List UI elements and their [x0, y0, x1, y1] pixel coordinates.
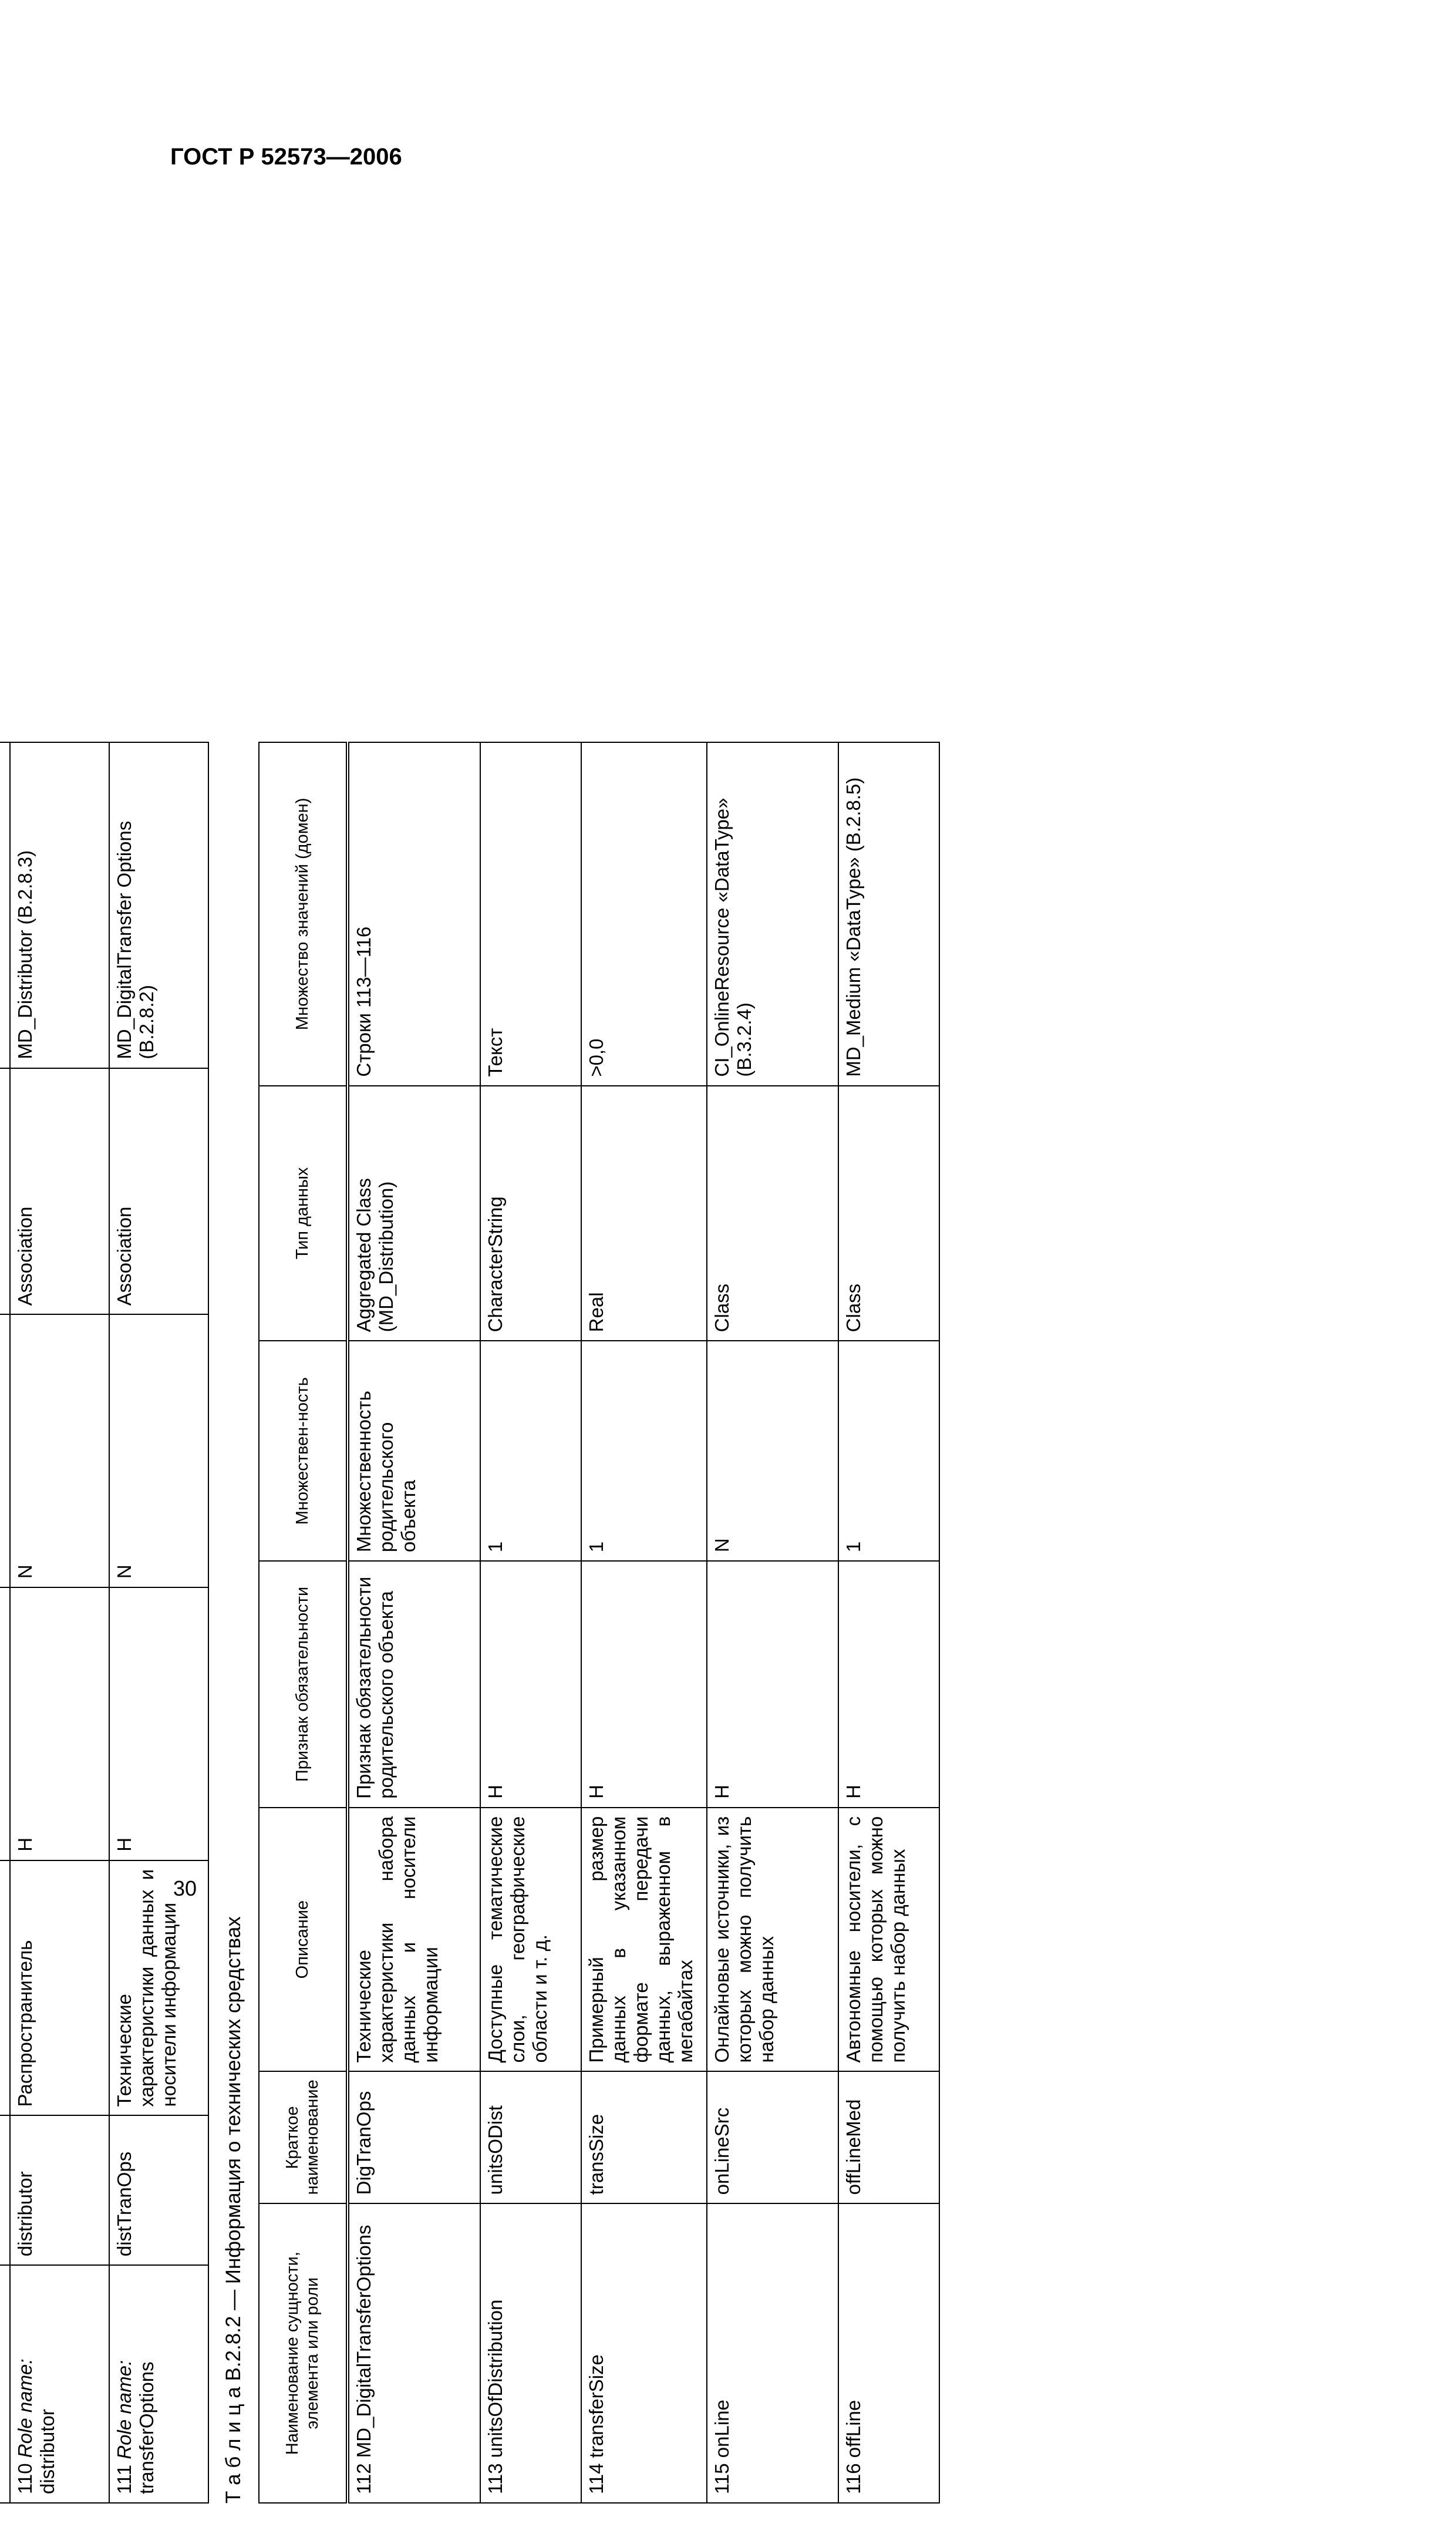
- data-type-cell: Real: [581, 1086, 707, 1341]
- table2-header-cell: Описание: [259, 1808, 348, 2072]
- multiplicity-cell: N: [10, 1314, 109, 1587]
- obligation-cell: Н: [10, 1587, 109, 1860]
- data-type-cell: Association: [109, 1068, 208, 1315]
- table2-header-cell: Множество значений (домен): [259, 742, 348, 1086]
- table-row: [109, 742, 208, 2503]
- obligation-cell: Н: [707, 1561, 838, 1808]
- domain-cell: [0, 742, 10, 1068]
- description-cell: Технические характеристики набора данных и носители информации: [348, 1808, 480, 2072]
- description-cell: Онлайновые источники, из которых можно получить набор данных: [707, 1808, 838, 2072]
- short-name-cell: offLineMed: [838, 2072, 939, 2204]
- short-name-cell: [0, 2115, 10, 2265]
- entity-name-cell: 113 unitsOfDistribution: [480, 2203, 581, 2503]
- table-row: [348, 742, 480, 2503]
- obligation-cell: [0, 1587, 10, 1860]
- table-row: [10, 742, 109, 2503]
- table-row: [707, 742, 838, 2503]
- domain-cell: MD_Medium «DataType» (B.2.8.5): [838, 742, 939, 1086]
- table-technical-means: [258, 742, 940, 2504]
- obligation-cell: Н: [838, 1561, 939, 1808]
- table-row: [480, 742, 581, 2503]
- description-cell: [0, 1860, 10, 2116]
- obligation-cell: Н: [581, 1561, 707, 1808]
- description-cell: Примерный размер данных в указанном формате передачи данных, выраженном в мегабайтах: [581, 1808, 707, 2072]
- short-name-cell: DigTranOps: [348, 2072, 480, 2204]
- row-number: 110: [14, 2463, 36, 2494]
- obligation-cell: Н: [480, 1561, 581, 1808]
- multiplicity-cell: 1: [581, 1341, 707, 1561]
- table-general-info: [0, 742, 209, 2504]
- page-number: 30: [173, 1876, 197, 1900]
- data-type-cell: Class: [707, 1086, 838, 1341]
- short-name-cell: distributor: [10, 2115, 109, 2265]
- entity-name-cell: [10, 2265, 109, 2503]
- document-header: ГОСТ Р 52573—2006: [170, 144, 402, 170]
- table2-header-cell: Признак обязательности: [259, 1561, 348, 1808]
- multiplicity-cell: [0, 1314, 10, 1587]
- description-cell: Технические характеристики данных и носители информации: [109, 1860, 208, 2116]
- data-type-cell: Aggregated Class (MD_Distribution): [348, 1086, 480, 1341]
- entity-name-cell: 116 offLine: [838, 2203, 939, 2503]
- obligation-cell: Признак обязательности родительского объекта: [348, 1561, 480, 1808]
- entity-name: transferOptions: [135, 2361, 157, 2494]
- data-type-cell: Class: [838, 1086, 939, 1341]
- table-row: [838, 742, 939, 2503]
- entity-name: distributor: [36, 2409, 58, 2494]
- table-row: [0, 742, 10, 2503]
- entity-name-cell: [0, 2265, 10, 2503]
- table2-caption: Т а б л и ц а В.2.8.2 — Информация о технических средствах: [222, 1916, 245, 2504]
- domain-cell: MD_Distributor (B.2.8.3): [10, 742, 109, 1068]
- multiplicity-cell: Множественность родительского объекта: [348, 1341, 480, 1561]
- row-number: 111: [113, 2464, 135, 2494]
- multiplicity-cell: 1: [838, 1341, 939, 1561]
- data-type-cell: Association: [10, 1068, 109, 1315]
- entity-name-cell: 112 MD_DigitalTransferOptions: [348, 2203, 480, 2503]
- table2-header-cell: Наименование сущности, элемента или роли: [259, 2203, 348, 2503]
- domain-cell: CI_OnlineResource «DataType» (B.3.2.4): [707, 742, 838, 1086]
- description-cell: Автономные носители, с помощью которых можно получить набор данных: [838, 1808, 939, 2072]
- table2-header-row: [259, 742, 348, 2503]
- short-name-cell: unitsODist: [480, 2072, 581, 2204]
- short-name-cell: transSize: [581, 2072, 707, 2204]
- entity-name-cell: [109, 2265, 208, 2503]
- obligation-cell: Н: [109, 1587, 208, 1860]
- role-name-prefix: Role name:: [113, 2360, 135, 2459]
- multiplicity-cell: N: [707, 1341, 838, 1561]
- short-name-cell: distTranOps: [109, 2115, 208, 2265]
- domain-cell: MD_DigitalTransfer Options (B.2.8.2): [109, 742, 208, 1068]
- data-type-cell: [0, 1068, 10, 1315]
- table2-header-cell: Множествен-ность: [259, 1341, 348, 1561]
- entity-name-cell: 115 onLine: [707, 2203, 838, 2503]
- table-row: [581, 742, 707, 2503]
- domain-cell: Строки 113—116: [348, 742, 480, 1086]
- domain-cell: Текст: [480, 742, 581, 1086]
- description-cell: Распространитель: [10, 1860, 109, 2116]
- multiplicity-cell: N: [109, 1314, 208, 1587]
- table2-header-cell: Тип данных: [259, 1086, 348, 1341]
- data-type-cell: CharacterString: [480, 1086, 581, 1341]
- short-name-cell: onLineSrc: [707, 2072, 838, 2204]
- domain-cell: >0,0: [581, 742, 707, 1086]
- description-cell: Доступные тематические слои, географические области и т. д.: [480, 1808, 581, 2072]
- entity-name-cell: 114 transferSize: [581, 2203, 707, 2503]
- multiplicity-cell: 1: [480, 1341, 581, 1561]
- landscape-content: [0, 677, 909, 2527]
- role-name-prefix: Role name:: [14, 2358, 36, 2458]
- table2-header-cell: Краткое наименование: [259, 2072, 348, 2204]
